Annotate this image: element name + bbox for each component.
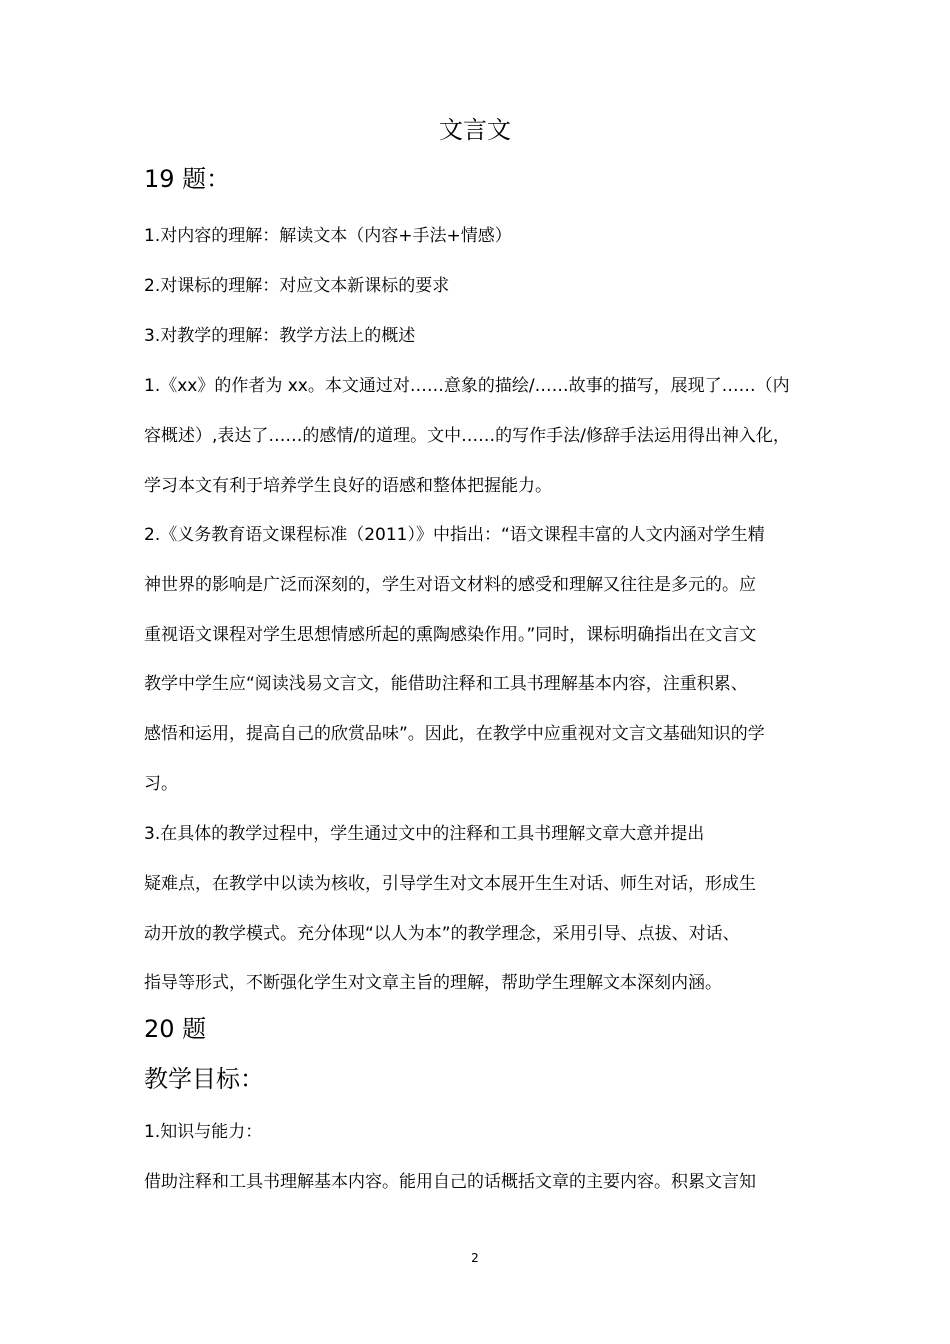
page-number: 2 bbox=[471, 1251, 479, 1265]
para2-line: 感悟和运用，提高自己的欣赏品味”。因此，在教学中应重视对文言文基础知识的学 bbox=[144, 724, 765, 744]
para1-line: 1.《xx》的作者为 xx。本文通过对……意象的描绘/……故事的描写，展现了……（内 bbox=[144, 376, 790, 396]
para2-line: 神世界的影响是广泛而深刻的，学生对语文材料的感受和理解又往往是多元的。应 bbox=[144, 575, 756, 595]
item-standard-understanding: 2.对课标的理解：对应文本新课标的要求 bbox=[144, 276, 450, 296]
section-19-heading: 19 题： bbox=[144, 165, 231, 193]
item-content-understanding: 1.对内容的理解：解读文本（内容+手法+情感） bbox=[144, 226, 512, 246]
goal-knowledge-line: 借助注释和工具书理解基本内容。能用自己的话概括文章的主要内容。积累文言知 bbox=[144, 1172, 756, 1192]
goal-knowledge-label: 1.知识与能力： bbox=[144, 1122, 263, 1142]
para3-line: 3.在具体的教学过程中，学生通过文中的注释和工具书理解文章大意并提出 bbox=[144, 824, 705, 844]
teaching-goals-heading: 教学目标： bbox=[144, 1065, 264, 1093]
para3-line: 动开放的教学模式。充分体现“以人为本”的教学理念，采用引导、点拔、对话、 bbox=[144, 924, 740, 944]
section-20-heading: 20 题 bbox=[144, 1015, 207, 1043]
para1-line: 容概述）,表达了……的感情/的道理。文中……的写作手法/修辞手法运用得出神入化， bbox=[144, 426, 790, 446]
para2-line: 教学中学生应“阅读浅易文言文，能借助注释和工具书理解基本内容，注重积累、 bbox=[144, 674, 748, 694]
document-title: 文言文 bbox=[439, 116, 511, 144]
para2-line: 重视语文课程对学生思想情感所起的熏陶感染作用。”同时，课标明确指出在文言文 bbox=[144, 625, 757, 645]
para2-line: 2.《义务教育语文课程标准（2011）》中指出：“语文课程丰富的人文内涵对学生精 bbox=[144, 525, 765, 545]
para3-line: 疑难点，在教学中以读为核收，引导学生对文本展开生生对话、师生对话，形成生 bbox=[144, 874, 756, 894]
para3-line: 指导等形式，不断强化学生对文章主旨的理解，帮助学生理解文本深刻内涵。 bbox=[144, 973, 722, 993]
para2-line: 习。 bbox=[144, 774, 178, 794]
item-teaching-understanding: 3.对教学的理解：教学方法上的概述 bbox=[144, 326, 416, 346]
para1-line: 学习本文有利于培养学生良好的语感和整体把握能力。 bbox=[144, 476, 552, 496]
